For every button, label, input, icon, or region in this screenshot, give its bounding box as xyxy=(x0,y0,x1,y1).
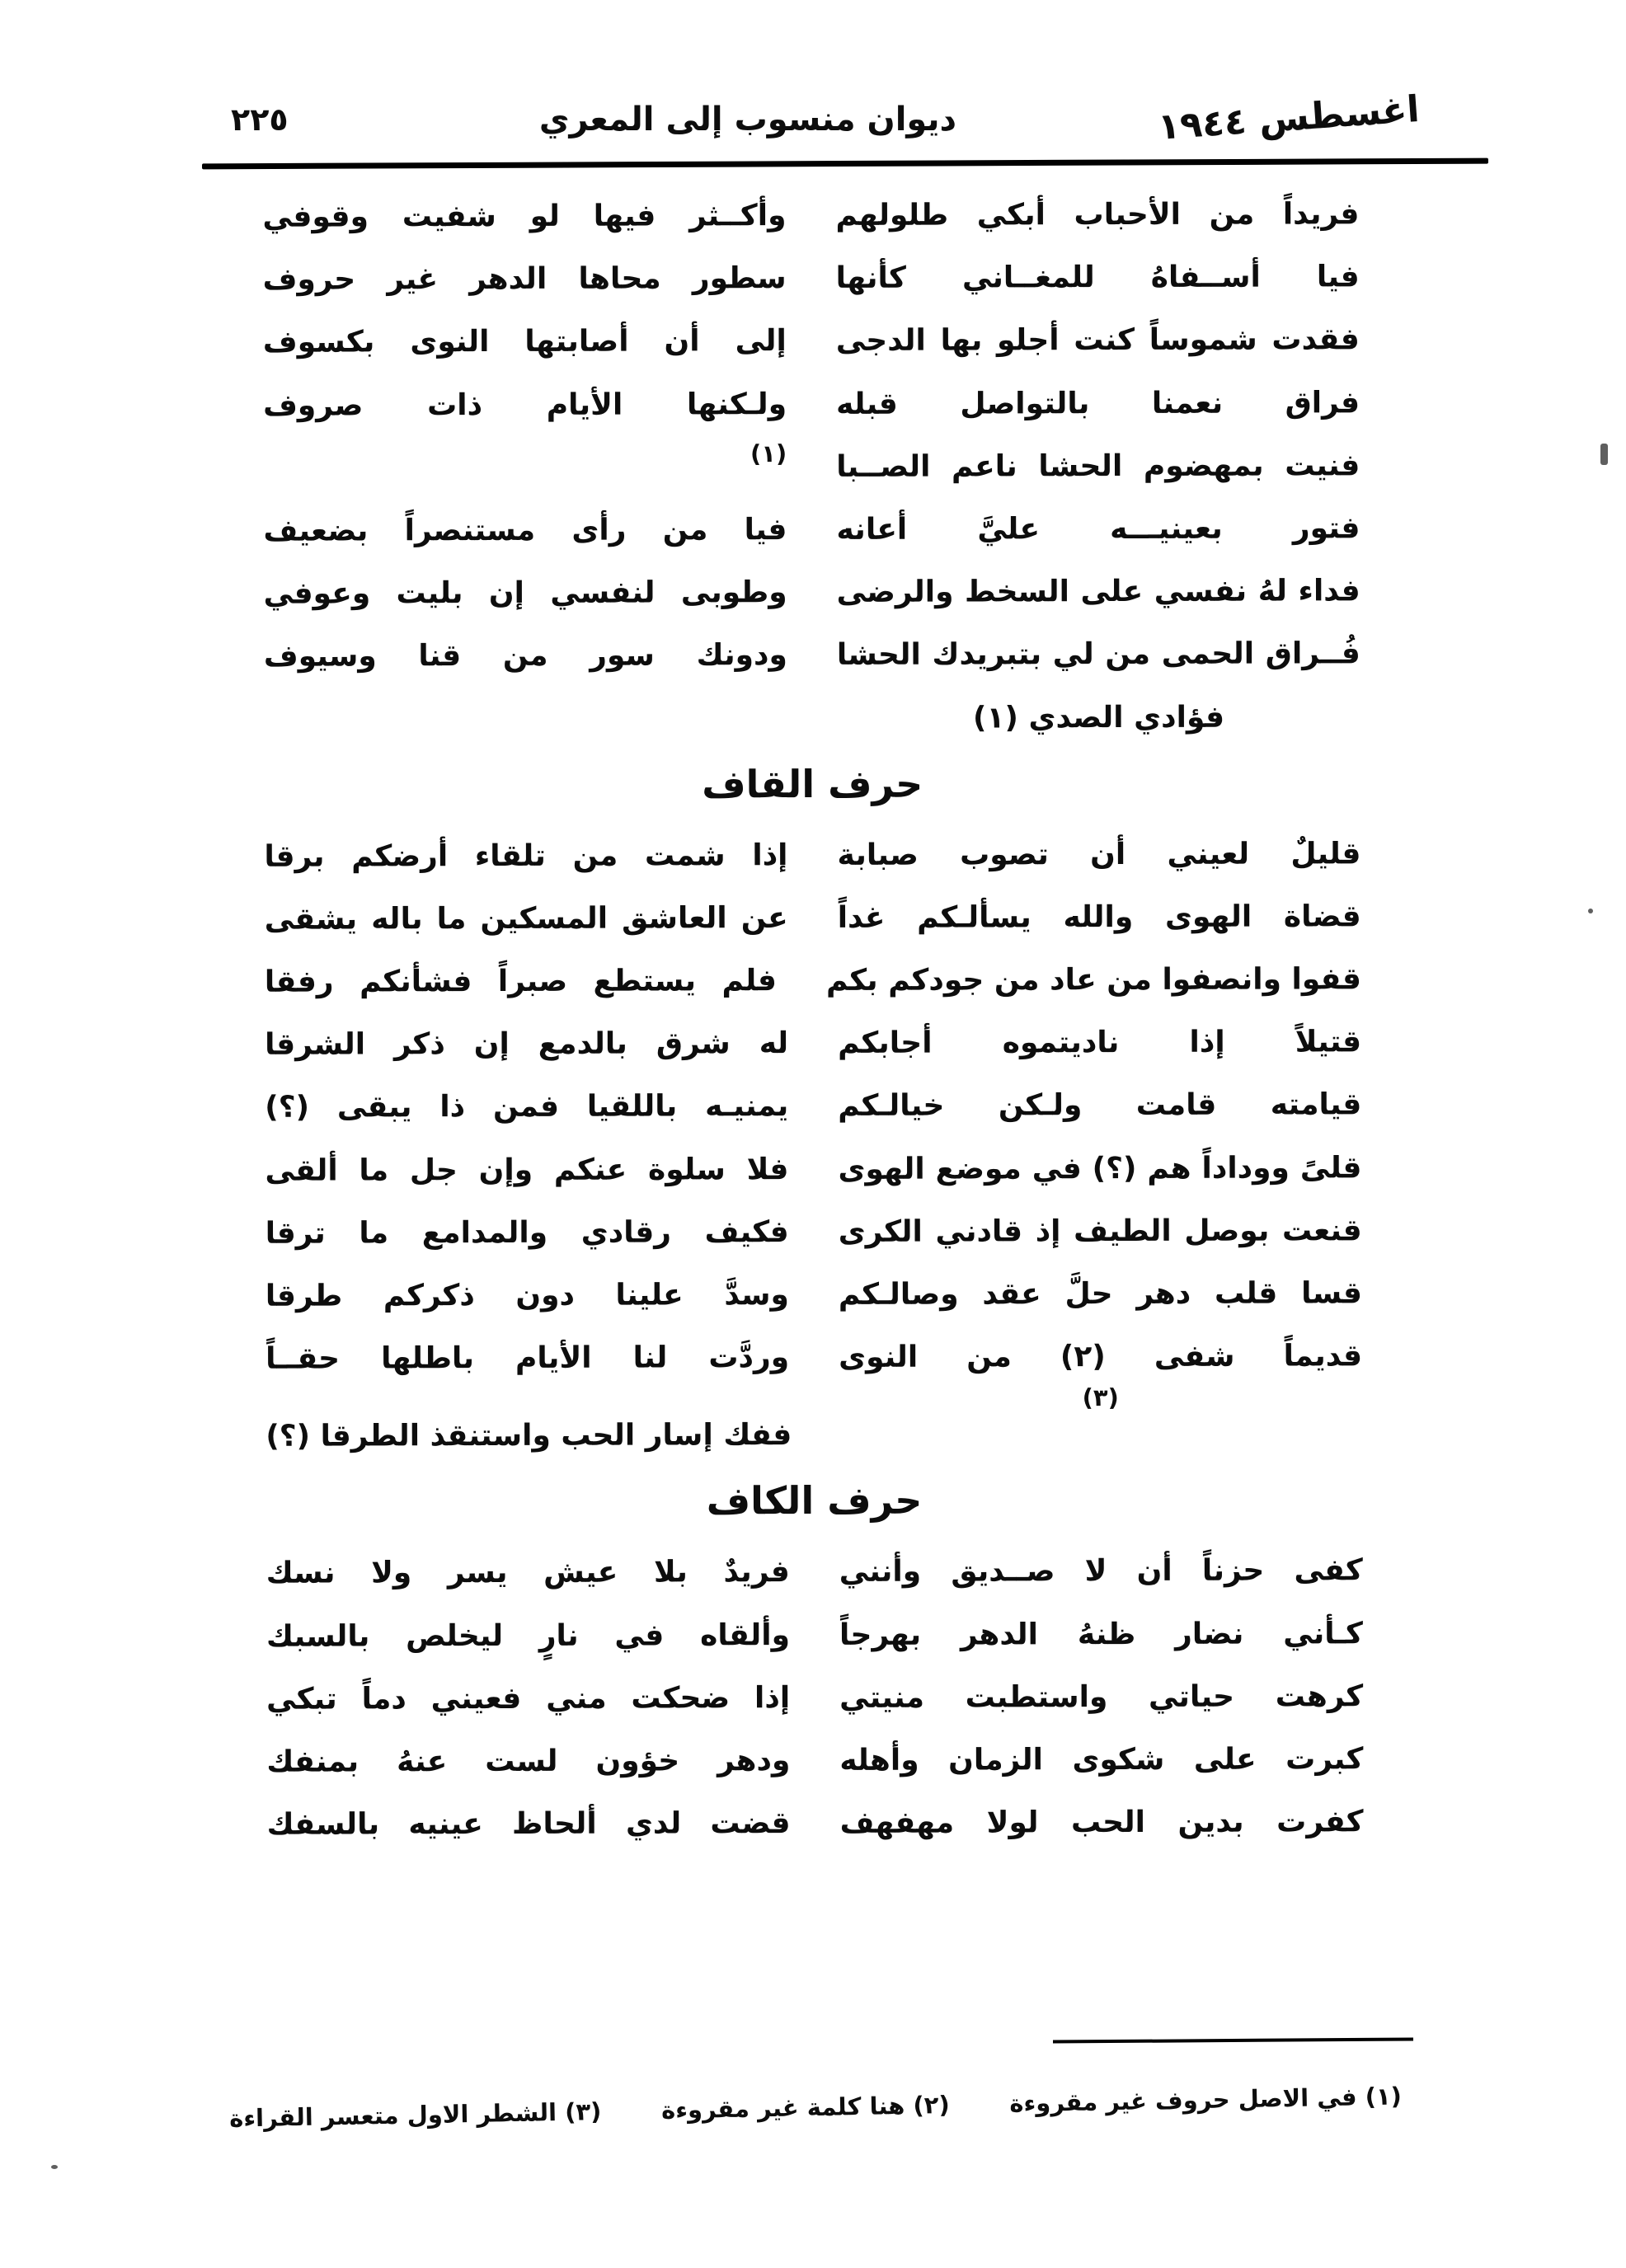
verse-row xyxy=(266,1550,1363,1596)
hemistich-left: فلم يستطع صبراً فشأنكم رفقا xyxy=(264,964,778,999)
hemistich-right: كرهت حياتي واستطبت منيتي xyxy=(839,1679,1364,1715)
poem-body xyxy=(262,193,1363,1847)
footnote-divider xyxy=(1053,2037,1413,2043)
hemistich-left: وسدَّ علينا دون ذكركم طرقا xyxy=(265,1278,789,1313)
hemistich-right: فقدت شموساً كنت أجلو بها الدجى xyxy=(835,322,1360,359)
verse-row xyxy=(266,1738,1363,1784)
hemistich-left: ولـكنها الأيام ذات صروف xyxy=(262,387,787,423)
hemistich-right: قليلٌ لعيني أن تصوب صبابة xyxy=(837,836,1361,872)
hemistich-left: ودونك سور من قنا وسيوف xyxy=(263,638,787,674)
hemistich-left: له شرق بالدمع إن ذكر الشرقا xyxy=(265,1026,789,1062)
verse-row xyxy=(265,1147,1361,1193)
hemistich-left: إذا ضحكت مني فعيني دماً تبكي xyxy=(266,1680,791,1716)
scan-artifact xyxy=(51,2165,58,2169)
section-heading-qaf: حرف القاف xyxy=(702,761,923,807)
verse-row-runover xyxy=(264,696,1360,742)
hemistich-empty xyxy=(264,697,787,742)
hemistich-right: فنيت بمهضوم الحشا ناعم الصــبا xyxy=(836,448,1360,484)
footnote-2: (٢) هنا كلمة غير مقروءة xyxy=(660,2090,950,2125)
hemistich-left: وردَّت لنا الأيام باطلها حقــاً xyxy=(266,1341,790,1376)
footnotes-line xyxy=(229,2082,1402,2132)
verse-row xyxy=(264,833,1360,879)
hemistich-left: وطوبى لنفسي إن بليت وعوفي xyxy=(263,575,787,611)
hemistich-left: فكيف رقادي والمدامع ما ترقا xyxy=(265,1214,789,1251)
hemistich-right: فراق نعمنا بالتواصل قبله xyxy=(835,385,1360,421)
verse-row-marker xyxy=(266,1385,1362,1414)
verse-row xyxy=(266,1675,1363,1721)
verse-row xyxy=(263,319,1360,365)
verse-row xyxy=(263,256,1360,302)
hemistich-right: قيامته قامت ولـكن خيالـكم xyxy=(838,1087,1362,1124)
verse-row xyxy=(266,1272,1362,1318)
hemistich-left: وألقاه في نارٍ ليخلص بالسبك xyxy=(266,1618,791,1654)
footnote-marker: (٣) xyxy=(1082,1383,1119,1412)
verse-row xyxy=(264,633,1360,679)
hemistich-left: يمنيـه باللقيا فمن ذا يبقى (؟) xyxy=(265,1089,789,1125)
hemistich-left: فريدٌ بلا عيش يسر ولا نسك xyxy=(266,1555,790,1591)
hemistich-right: قفوا وانصفوا من عاد من جودكم بكم xyxy=(825,962,1361,998)
hemistich-runover: فؤادي الصدي (١) xyxy=(972,700,1225,735)
hemistich-left: قضت لدي ألحاظ عينيه بالسفك xyxy=(266,1806,791,1842)
verse-row xyxy=(266,1209,1362,1256)
footnote-1: (١) في الاصل حروف غير مقروءة xyxy=(1008,2082,1403,2118)
hemistich-right: فريداً من الأحباب أبكي طلولهم xyxy=(835,197,1360,232)
hemistich-left: فلا سلوة عنكم وإن جل ما ألقى xyxy=(265,1152,789,1188)
verse-row xyxy=(265,958,1361,1004)
verse-row xyxy=(265,895,1361,941)
hemistich-left: سطور محاها الدهر غير حروف xyxy=(262,261,787,297)
page-header xyxy=(0,0,1626,149)
footnote-3: (٣) الشطر الاول متعسر القراءة xyxy=(228,2097,602,2133)
hemistich-right: كفرت بدين الحب لولا مهفهف xyxy=(839,1805,1364,1841)
hemistich-right: قنعت بوصل الطيف إذ قادني الكرى xyxy=(838,1214,1362,1249)
verse-row xyxy=(266,1613,1363,1659)
hemistich-right: فيا أســفاهُ للمغــاني كأنها xyxy=(835,260,1360,296)
header-date-note: اغسطس ١٩٤٤ xyxy=(1156,87,1422,149)
hemistich-right: قتيلاً إذا ناديتموه أجابكم xyxy=(838,1025,1362,1061)
hemistich-right: فُــراق الحمى من لي بتبريدك الحشا xyxy=(836,636,1360,673)
verse-row xyxy=(264,570,1360,616)
verse-row xyxy=(262,193,1359,239)
page-title: ديوان منسوب إلى المعري xyxy=(538,101,957,139)
footnote-marker: (١) xyxy=(750,439,787,467)
hemistich-left: ودهر خؤون لست عنهُ بمنفك xyxy=(266,1744,791,1779)
hemistich-left: وأكــثر فيها لو شفيت وقوفي xyxy=(262,199,787,234)
page-number: ٢٢٥ xyxy=(231,101,289,138)
hemistich-right: قديماً شفى (٢) من النوى xyxy=(839,1339,1363,1375)
hemistich-right: قسا قلب دهر حلَّ عقد وصالـكم xyxy=(838,1276,1362,1312)
verse-row xyxy=(263,507,1360,553)
verse-row xyxy=(263,439,1360,491)
verse-row xyxy=(266,1335,1362,1381)
hemistich-right: فتور بعينيـــه عليَّ أعانه xyxy=(836,511,1360,547)
hemistich-right: كفى حزناً أن لا صــديق وأنني xyxy=(839,1553,1363,1589)
hemistich-right: قضاة الهوى والله يسألـكم غداً xyxy=(837,899,1361,935)
section-fa xyxy=(262,193,1360,741)
scan-artifact xyxy=(1588,909,1593,913)
header-divider xyxy=(202,158,1488,170)
verse-row xyxy=(265,1084,1361,1130)
hemistich-left: ففك إسار الحب واستنقذ الطرقا (؟) xyxy=(266,1418,792,1454)
hemistich-left: إلى أن أصابتها النوى بكسوف xyxy=(262,324,787,360)
hemistich-left: عن العاشق المسكين ما باله يشقى xyxy=(264,900,788,937)
verse-row xyxy=(265,1021,1361,1068)
verse-row xyxy=(263,382,1360,428)
hemistich-right: كـأني نضار ظنهُ الدهر بهرجاً xyxy=(839,1616,1364,1652)
section-kaf xyxy=(266,1477,1363,1847)
hemistich-right: كبرت على شكوى الزمان وأهله xyxy=(839,1742,1364,1777)
scan-artifact xyxy=(1600,444,1608,465)
hemistich-right: فداء لهُ نفسي على السخط والرضى xyxy=(836,574,1360,610)
verse-row-partial xyxy=(266,1413,1362,1459)
hemistich-right: قلىً ووداداً هم (؟) في موضع الهوى xyxy=(838,1150,1362,1186)
hemistich-left: إذا شمت من تلقاء أرضكم برقا xyxy=(264,838,788,874)
hemistich-left: فيا من رأى مستنصراً بضعيف xyxy=(263,513,787,548)
section-heading-kaf: حرف الكاف xyxy=(706,1478,923,1524)
verse-row xyxy=(266,1801,1363,1847)
hemistich-empty xyxy=(266,1386,789,1414)
section-qaf xyxy=(264,760,1362,1458)
hemistich-empty xyxy=(841,1413,1362,1458)
